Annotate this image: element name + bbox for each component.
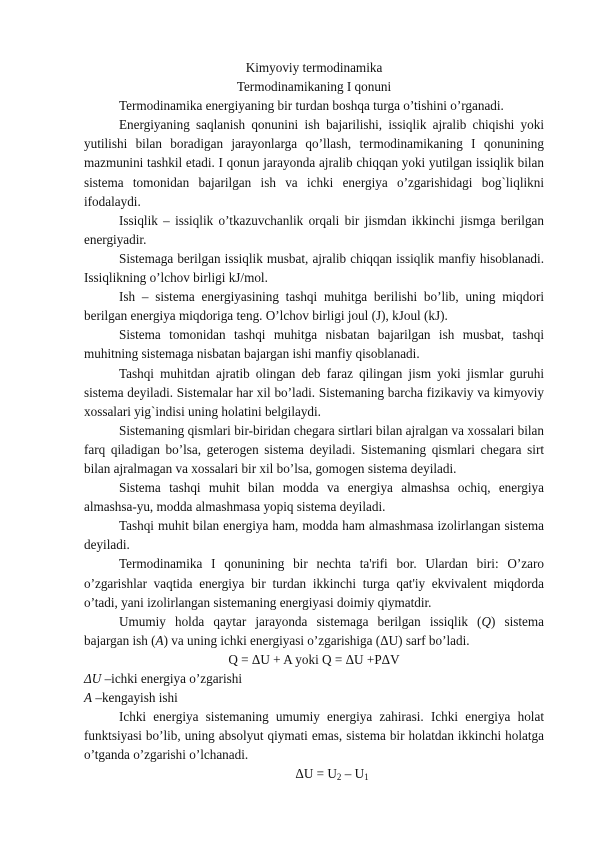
symbol-a: A	[155, 632, 164, 648]
formula-delta-u: $\Delta U = U_2 - U_1$	[295, 766, 369, 783]
paragraph-work-sign: Sistema tomonidan tashqi muhitga nisbatan bajarilgan ish musbat, tashqi muhitning sistemaga nisbatan bajargan ishi manfiy qisoblanadi.	[84, 327, 544, 362]
definition-a: A –kengayish ishi	[84, 690, 178, 706]
paragraph-first-law: Energiyaning saqlanish qonunini ish bajarilishi, issiqlik ajralib chiqishi yoki yutilishi bilan boradigan jarayonlarga qo’llash, termodinamikaning I qonunining mazmunini tashkil etadi. I qonun jarayonda ajralib chiqqan yoki yutilgan issiqlik bilan sistema tomonidan bajarilgan ish va ichki energiya o’zgarishidagi bog`liqlikni ifodalaydi.	[84, 117, 544, 209]
paragraph-heat-balance: Umumiy holda qaytar jarayonda sistemaga berilgan issiqlik (Q) sistema bajargan ish (A) va uning ichki energiyasi o’zgarishiga (ΔU) sarf bo’ladi.	[84, 613, 545, 648]
paragraph-internal-energy: Ichki energiya sistemaning umumiy energiya zahirasi. Ichki energiya holat funktsiyasi bo’lib, uning absolyut qiymati emas, sistema bir holatdan ikkinchi holatga o’tganda o’zgarishi o’lchanadi.	[84, 709, 544, 763]
paragraph-work-definition: Ish – sistema energiyasining tashqi muhitga berilishi bo’lib, uning miqdori berilgan energiya miqdoriga teng. O’lchov birligi joul (J), kJoul (kJ).	[84, 289, 544, 324]
paragraph-intro: Termodinamika energiyaning bir turdan boshqa turga o’tishini o’rganadi.	[119, 98, 504, 114]
definition-delta-u: ΔU –ichki energiya o’zgarishi	[84, 671, 243, 686]
paragraph-definitions: Termodinamika I qonunining bir nechta ta'rifi bor. Ulardan biri: O’zaro o’zgarishlar vaqtida energiya bir turdan ikkinchi turga qat'iy ekvivalent miqdorda o’tadi, yani izolirlangan sistemaning energiyasi doimiy qiymatdir.	[84, 556, 544, 610]
paragraph-open-closed: Sistema tashqi muhit bilan modda va energiya almashsa ochiq, energiya almashsa-yu, modda almashmasa yopiq sistema deyiladi.	[84, 480, 544, 515]
document-title: Kimyoviy termodinamika	[245, 60, 383, 75]
section-title: Termodinamikaning I qonuni	[236, 79, 392, 95]
paragraph-heat-sign: Sistemaga berilgan issiqlik musbat, ajralib chiqqan issiqlik manfiy hisoblanadi. Issiqlikning o’lchov birligi kJ/mol.	[84, 250, 544, 286]
symbol-q: Q	[481, 613, 491, 629]
formula-first-law: Q = ΔU + A yoki Q = ΔU +PΔV	[228, 651, 400, 667]
paragraph-heterogeneous: Sistemaning qismlari bir-biridan chegara sirtlari bilan ajralgan va xossalari bilan farq qiladigan bo’lsa, geterogen sistema deyiladi. Sistemaning qismlari chegara sirt bilan ajralmagan va xossalari bir xil bo’lsa, gomogen sistema deyiladi.	[84, 422, 544, 476]
paragraph-heat-definition: Issiqlik – issiqlik o’tkazuvchanlik orqali bir jismdan ikkinchi jismga berilgan energiyadir.	[84, 212, 544, 247]
paragraph-isolated: Tashqi muhit bilan energiya ham, modda ham almashmasa izolirlangan sistema deyiladi.	[84, 518, 544, 553]
paragraph-system-definition: Tashqi muhitdan ajratib olingan deb faraz qilingan jism yoki jismlar guruhi sistema deyiladi. Sistemalar har xil bo’ladi. Sistemaning barcha fizikaviy va kimyoviy xossalari yig`indisi uning holatini belgilaydi.	[84, 365, 544, 419]
